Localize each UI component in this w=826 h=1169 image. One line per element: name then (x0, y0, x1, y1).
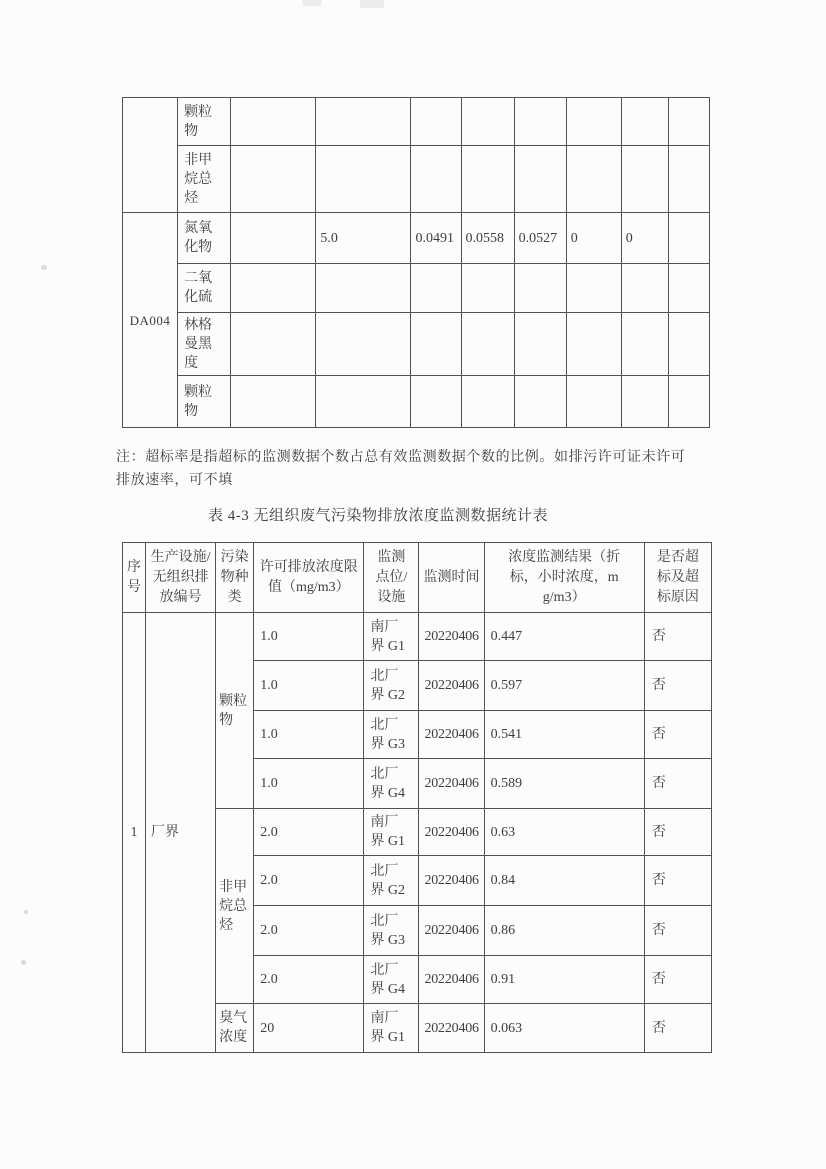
header-pollutant-type (216, 543, 254, 613)
monitor-point-cell (364, 906, 419, 956)
value-cell: 0 (566, 213, 621, 264)
monitor-point-text: 北厂界 G2 (370, 863, 405, 898)
scan-speck (41, 265, 47, 270)
empty-cell (231, 264, 316, 313)
empty-cell (566, 98, 621, 146)
header-seq-no (123, 543, 146, 613)
empty-cell (411, 376, 461, 428)
exceed-cell: 否 (644, 956, 711, 1004)
result-cell: 0.63 (484, 809, 644, 856)
empty-cell (621, 146, 668, 213)
empty-cell (461, 264, 514, 313)
limit-cell: 2.0 (254, 809, 364, 856)
result-cell: 0.597 (484, 661, 644, 711)
limit-cell: 2.0 (254, 956, 364, 1004)
monitor-point-text: 北厂界 G4 (370, 962, 405, 997)
header-concentration-result-label: 浓度监测结果（折标，小时浓度，mg/m3） (508, 549, 621, 605)
seq-no-cell: 1 (123, 613, 146, 1053)
header-monitor-time (419, 543, 484, 613)
monitor-point-cell (364, 956, 419, 1004)
scan-speck (21, 960, 26, 965)
monitor-point-text: 南厂界 G1 (370, 815, 405, 849)
exceed-cell: 否 (644, 856, 711, 906)
header-exceed-flag (644, 543, 711, 613)
limit-cell: 1.0 (254, 759, 364, 809)
value-cell: 0.0491 (411, 213, 461, 264)
monitor-point-cell (364, 759, 419, 809)
empty-cell (461, 98, 514, 146)
monitor-point-cell (364, 1004, 419, 1053)
header-pollutant-type-label: 污染物种类 (220, 549, 249, 605)
header-monitor-point (364, 543, 419, 613)
monitor-point-text: 北厂界 G3 (370, 717, 405, 752)
limit-cell: 1.0 (254, 711, 364, 759)
empty-cell (566, 146, 621, 213)
header-facility-id-label: 生产设施/无组织排放编号 (150, 549, 211, 605)
empty-cell (621, 376, 668, 428)
exceed-cell: 否 (644, 1004, 711, 1053)
empty-cell (231, 146, 316, 213)
empty-cell (566, 264, 621, 313)
empty-cell (668, 313, 709, 376)
result-cell: 0.91 (484, 956, 644, 1004)
limit-cell: 1.0 (254, 661, 364, 711)
limit-cell: 20 (254, 1004, 364, 1053)
result-cell: 0.589 (484, 759, 644, 809)
limit-cell: 1.0 (254, 613, 364, 661)
limit-cell: 2.0 (254, 856, 364, 906)
table-row (123, 613, 712, 661)
exceed-cell: 否 (644, 661, 711, 711)
empty-cell (316, 264, 411, 313)
table-4-3-title: 表 4-3 无组织废气污染物排放浓度监测数据统计表 (208, 508, 548, 524)
pollutant-cell: 非甲烷总烃 (216, 809, 254, 1004)
empty-cell (411, 98, 461, 146)
header-permit-limit (254, 543, 364, 613)
monitor-point-cell (364, 711, 419, 759)
header-concentration-result (484, 543, 644, 613)
facility-id-cell: DA004 (123, 213, 178, 428)
monitor-point-text: 北厂界 G3 (370, 913, 405, 948)
pollutant-cell: 林格曼黑度 (178, 313, 231, 376)
scan-artifact (303, 0, 321, 6)
exceed-cell: 否 (644, 613, 711, 661)
exceed-cell: 否 (644, 711, 711, 759)
facility-id-cell-empty (123, 98, 178, 213)
monitor-time-cell: 20220406 (419, 1004, 484, 1053)
value-cell: 5.0 (316, 213, 411, 264)
header-facility-id (146, 543, 216, 613)
empty-cell (231, 313, 316, 376)
empty-cell (316, 313, 411, 376)
pollutant-cell: 颗粒物 (178, 376, 231, 428)
empty-cell (461, 146, 514, 213)
empty-cell (316, 98, 411, 146)
value-cell: 0.0527 (514, 213, 566, 264)
empty-cell (411, 313, 461, 376)
empty-cell (514, 376, 566, 428)
monitor-point-cell (364, 661, 419, 711)
result-cell: 0.84 (484, 856, 644, 906)
empty-cell (461, 376, 514, 428)
monitor-time-cell: 20220406 (419, 956, 484, 1004)
pollutant-cell: 二氧化硫 (178, 264, 231, 313)
monitor-time-cell: 20220406 (419, 856, 484, 906)
empty-cell (514, 313, 566, 376)
empty-cell (668, 146, 709, 213)
exceed-cell: 否 (644, 759, 711, 809)
monitor-time-cell: 20220406 (419, 759, 484, 809)
result-cell: 0.063 (484, 1004, 644, 1053)
pollutant-cell: 颗粒物 (216, 613, 254, 809)
monitor-time-cell: 20220406 (419, 906, 484, 956)
empty-cell (461, 313, 514, 376)
header-monitor-time-label: 监测时间 (423, 569, 480, 585)
value-cell (668, 213, 709, 264)
pollutant-cell: 非甲烷总烃 (178, 146, 231, 213)
empty-cell (231, 98, 316, 146)
value-cell: 0 (621, 213, 668, 264)
empty-cell (621, 313, 668, 376)
fugitive-emission-data-table (122, 542, 712, 1053)
empty-cell (514, 98, 566, 146)
monitor-point-cell (364, 809, 419, 856)
value-cell (231, 213, 316, 264)
table-note: 注：超标率是指超标的监测数据个数占总有效监测数据个数的比例。如排污许可证未许可排放速率，可不填 (116, 450, 686, 488)
empty-cell (668, 264, 709, 313)
empty-cell (566, 376, 621, 428)
empty-cell (566, 313, 621, 376)
monitor-time-cell: 20220406 (419, 711, 484, 759)
pollutant-cell: 臭气浓度 (216, 1004, 254, 1053)
empty-cell (668, 98, 709, 146)
pollutant-cell: 颗粒物 (178, 98, 231, 146)
empty-cell (668, 376, 709, 428)
monitor-point-text: 南厂界 G1 (370, 619, 405, 654)
monitor-point-text: 北厂界 G4 (370, 766, 405, 801)
monitor-time-cell: 20220406 (419, 809, 484, 856)
empty-cell (411, 264, 461, 313)
limit-cell: 2.0 (254, 906, 364, 956)
empty-cell (621, 98, 668, 146)
empty-cell (316, 146, 411, 213)
monitor-point-cell (364, 613, 419, 661)
monitor-time-cell: 20220406 (419, 613, 484, 661)
monitor-point-text: 南厂界 G1 (370, 1011, 405, 1045)
header-monitor-point-label: 监测点位/设施 (375, 549, 408, 605)
header-seq-no-label: 序号 (127, 559, 142, 595)
monitor-time-cell: 20220406 (419, 661, 484, 711)
facility-cell: 厂界 (146, 613, 216, 1053)
monitor-point-cell (364, 856, 419, 906)
stack-emission-data-table (122, 97, 710, 428)
result-cell: 0.447 (484, 613, 644, 661)
result-cell: 0.541 (484, 711, 644, 759)
monitor-point-text: 北厂界 G2 (370, 668, 405, 703)
scan-speck (24, 910, 28, 914)
empty-cell (231, 376, 316, 428)
empty-cell (411, 146, 461, 213)
exceed-cell: 否 (644, 809, 711, 856)
pollutant-cell: 氮氧化物 (178, 213, 231, 264)
scan-artifact (360, 0, 384, 8)
empty-cell (621, 264, 668, 313)
value-cell: 0.0558 (461, 213, 514, 264)
empty-cell (514, 146, 566, 213)
result-cell: 0.86 (484, 906, 644, 956)
header-permit-limit-label: 许可排放浓度限值（mg/m3） (259, 559, 358, 595)
empty-cell (514, 264, 566, 313)
exceed-cell: 否 (644, 906, 711, 956)
header-exceed-flag-label: 是否超标及超标原因 (656, 549, 699, 605)
empty-cell (316, 376, 411, 428)
